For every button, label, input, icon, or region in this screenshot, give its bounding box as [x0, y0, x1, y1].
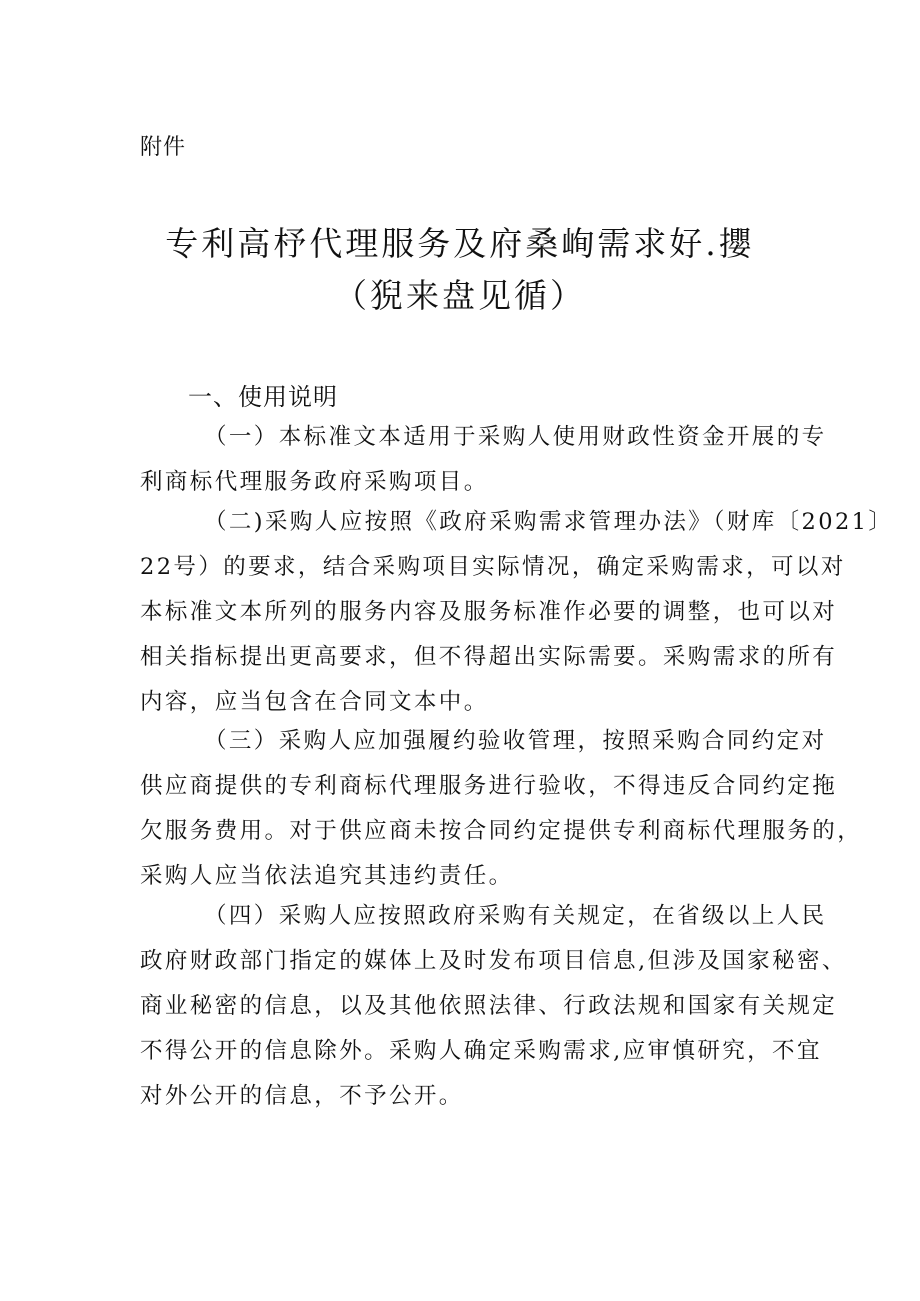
- paragraph-line: 商业秘密的信息，以及其他依照法律、行政法规和国家有关规定: [140, 993, 838, 1019]
- document-title-line-1: 专利高杼代理服务及府桑峋需求好.攖: [165, 224, 755, 263]
- paragraph-3: [140, 719, 863, 899]
- paragraph-line: （一）本标准文本适用于采购人使用财政性资金开展的专: [204, 424, 827, 450]
- paragraph-line: （三）采购人应加强履约验收管理，按照采购合同约定对: [204, 728, 827, 754]
- paragraph-line: 22号）的要求，结合采购项目实际情况，确定采购需求，可以对: [140, 554, 846, 580]
- section-heading: 一、使用说明: [188, 383, 338, 411]
- document-title-line-2: （猊来盘见循）: [334, 276, 586, 315]
- paragraph-line: 相关指标提出更高要求，但不得超出实际需要。采购需求的所有: [140, 644, 838, 670]
- attachment-label: 附件: [140, 135, 187, 160]
- paragraph-1: [140, 415, 827, 505]
- paragraph-line: 供应商提供的专利商标代理服务进行验收，不得违反合同约定拖: [140, 773, 838, 799]
- paragraph-line: 不得公开的信息除外。采购人确定采购需求,应审慎研究，不宜: [140, 1038, 822, 1064]
- paragraph-line: （二)采购人应按照《政府采购需求管理办法》（财库〔2021〕: [204, 509, 894, 535]
- paragraph-line: 本标准文本所列的服务内容及服务标准作必要的调整，也可以对: [140, 599, 838, 625]
- paragraph-line: 利商标代理服务政府采购项目。: [140, 469, 489, 495]
- paragraph-line: 政府财政部门指定的媒体上及时发布项目信息,但涉及国家秘密、: [140, 948, 847, 974]
- paragraph-line: 内容，应当包含在合同文本中。: [140, 689, 489, 715]
- paragraph-line: 采购人应当依法追究其违约责任。: [140, 863, 514, 889]
- paragraph-line: （四）采购人应按照政府采购有关规定，在省级以上人民: [204, 903, 827, 929]
- paragraph-4: [140, 894, 847, 1119]
- paragraph-2: [140, 500, 894, 725]
- paragraph-line: 欠服务费用。对于供应商未按合同约定提供专利商标代理服务的，: [140, 818, 863, 844]
- paragraph-line: 对外公开的信息，不予公开。: [140, 1083, 464, 1109]
